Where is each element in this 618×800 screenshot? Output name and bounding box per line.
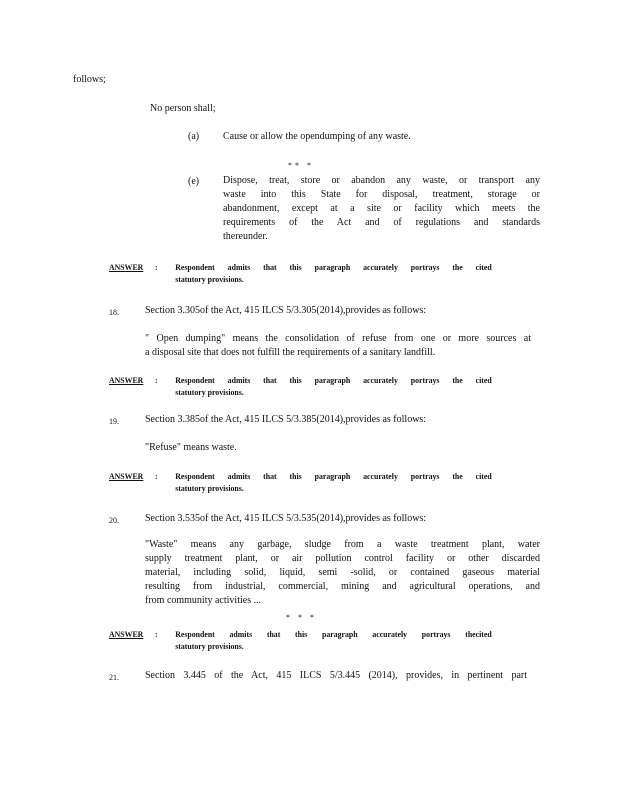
paragraph-number: 19. xyxy=(109,417,119,426)
answer-text: Respondent admits that this paragraph accurately portrays the cited xyxy=(175,375,492,385)
ellipsis-stars: * * * xyxy=(286,613,317,622)
answer-text-cont: statutory provisions. xyxy=(175,387,244,397)
item-e-line: waste into this State for disposal, treatment, storage or xyxy=(223,189,540,200)
answer-text-cont: statutory provisions. xyxy=(175,641,244,651)
answer-text-cont: statutory provisions. xyxy=(175,483,244,493)
quote-line: " Open dumping" means the consolidation of refuse from one or more sources at xyxy=(145,333,531,344)
quote-line: supply treatment plant, or air pollution control facility or other discarded xyxy=(145,553,540,564)
answer-colon: : xyxy=(155,629,158,639)
item-e-line: abandonment, except at a site or facility which meets the xyxy=(223,203,540,214)
answer-colon: : xyxy=(155,375,158,385)
quote-line: material, including solid, liquid, semi -solid, or contained gaseous material xyxy=(145,567,540,578)
quote-line: a disposal site that does not fulfill the requirements of a sanitary landfill. xyxy=(145,347,436,358)
paragraph-number: 21. xyxy=(109,673,119,682)
answer-label: ANSWER xyxy=(109,471,144,481)
intro-text: follows; xyxy=(73,74,106,85)
item-e-label: (e) xyxy=(188,176,200,187)
item-e-line: requirements of the Act and of regulations and standards xyxy=(223,217,540,228)
item-a-label: (a) xyxy=(188,131,200,142)
item-e-line: Dispose, treat, store or abandon any waste, or transport any xyxy=(223,175,540,186)
item-e-text xyxy=(223,174,540,244)
item-e-line: thereunder. xyxy=(223,231,268,242)
answer-label: ANSWER xyxy=(109,262,144,272)
paragraph-text: Section 3.445 of the Act, 415 ILCS 5/3.445 (2014), provides, in pertinent part xyxy=(145,670,527,681)
paragraph-text: Section 3.385of the Act, 415 ILCS 5/3.385(2014),provides as follows: xyxy=(145,414,427,425)
answer-text-cont: statutory provisions. xyxy=(175,274,244,284)
ellipsis-stars: ** * xyxy=(288,161,314,170)
answer-label: ANSWER xyxy=(109,629,144,639)
answer-block xyxy=(109,628,495,654)
paragraph-number: 20. xyxy=(109,516,119,525)
answer-block xyxy=(109,261,495,287)
no-person-text: No person shall; xyxy=(150,103,216,114)
paragraph-text: Section 3.535of the Act, 415 ILCS 5/3.535(2014),provides as follows: xyxy=(145,513,427,524)
quote-line: resulting from industrial, commercial, mining and agricultural operations, and xyxy=(145,581,540,592)
answer-colon: : xyxy=(155,471,158,481)
answer-text: Respondent admits that this paragraph accurately portrays the cited xyxy=(175,262,492,272)
quote-text: "Refuse" means waste. xyxy=(145,442,237,453)
quote-line: from community activities ... xyxy=(145,595,262,606)
quote-block xyxy=(145,332,531,360)
answer-text: Respondent admits that this paragraph accurately portrays the cited xyxy=(175,471,492,481)
answer-colon: : xyxy=(155,262,158,272)
answer-text: Respondent admits that this paragraph accurately portrays thecited xyxy=(175,629,492,639)
answer-label: ANSWER xyxy=(109,375,144,385)
answer-block xyxy=(109,470,495,496)
paragraph-text: Section 3.305of the Act, 415 ILCS 5/3.305(2014),provides as follows: xyxy=(145,305,427,316)
quote-line: "Waste" means any garbage, sludge from a waste treatment plant, water xyxy=(145,539,540,550)
answer-block xyxy=(109,374,495,400)
quote-block xyxy=(145,538,540,608)
item-a-text: Cause or allow the opendumping of any waste. xyxy=(223,131,411,142)
paragraph-number: 18. xyxy=(109,308,119,317)
